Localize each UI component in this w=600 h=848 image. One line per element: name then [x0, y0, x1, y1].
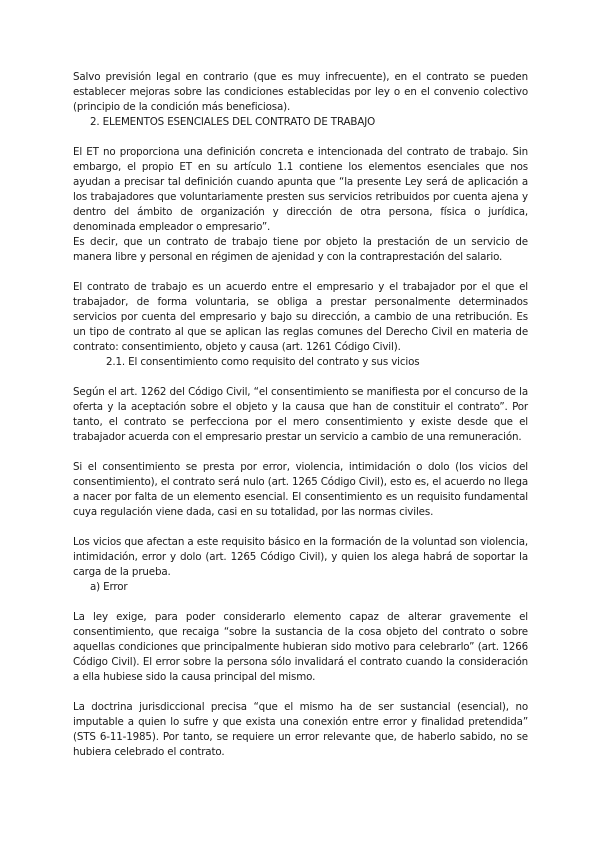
paragraph-intro: Salvo previsión legal en contrario (que es muy infrecuente), en el contrato se pueden establecer mejoras sobre las condiciones establecidas por ley o en el convenio colectivo (principio de la condición más beneficiosa).	[73, 71, 528, 113]
paragraph-es-decir: Es decir, que un contrato de trabajo tiene por objeto la prestación de un servicio de manera libre y personal en régimen de ajenidad y con la contraprestación del salario.	[73, 236, 528, 263]
paragraph-doctrina: La doctrina jurisdiccional precisa “que el mismo ha de ser sustancial (esencial), no imputable a quien lo sufre y que exista una conexión entre error y finalidad pretendida” (STS 6-11-1985). Por tanto, se requiere un error relevante que, de haberlo sabido, no se hubiera celebrado el contrato.	[73, 701, 528, 758]
paragraph-contrato-acuerdo: El contrato de trabajo es un acuerdo entre el empresario y el trabajador por el que el trabajador, de forma voluntaria, se obliga a prestar personalmente determinados servicios por cuenta del empresario y bajo su dirección, a cambio de una retribución. Es un tipo de contrato al que se aplican las reglas comunes del Derecho Civil en materia de contrato: consentimiento, objeto y causa (art. 1261 Código Civil).	[73, 281, 528, 353]
document-body	[73, 70, 528, 760]
paragraph-et-definition: El ET no proporciona una definición concreta e intencionada del contrato de trabajo. Sin embargo, el propio ET en su artículo 1.1 contiene los elementos esenciales que nos ayudan a precisar tal definición cuando apunta que “la presente Ley será de aplicación a los trabajadores que voluntariamente presten sus servicios retribuidos por cuenta ajena y dentro del ámbito de organización y dirección de otra persona, física o jurídica, denominada empleador o empresario”.	[73, 146, 528, 233]
section-heading-2: 2. ELEMENTOS ESENCIALES DEL CONTRATO DE TRABAJO	[90, 116, 376, 128]
paragraph-art-1262: Según el art. 1262 del Código Civil, “el consentimiento se manifiesta por el concurso de la oferta y la aceptación sobre el objeto y la causa que han de constituir el contrato”. Por tanto, el contrato se perfecciona por el mero consentimiento y existe desde que el trabajador acuerda con el empresario prestar un servicio a cambio de una remuneración.	[73, 386, 528, 443]
subsection-heading-2-1: 2.1. El consentimiento como requisito del contrato y sus vicios	[106, 356, 420, 368]
item-heading-error: a) Error	[90, 581, 128, 593]
paragraph-error-ley: La ley exige, para poder considerarlo elemento capaz de alterar gravemente el consentimiento, que recaiga “sobre la sustancia de la cosa objeto del contrato o sobre aquellas condiciones que principalmente hubieran sido motivo para celebrarlo” (art. 1266 Código Civil). El error sobre la persona sólo invalidará el contrato cuando la consideración a ella hubiese sido la causa principal del mismo.	[73, 611, 528, 683]
paragraph-vicios-nulidad: Si el consentimiento se presta por error, violencia, intimidación o dolo (los vicios del consentimiento), el contrato será nulo (art. 1265 Código Civil), esto es, el acuerdo no llega a nacer por falta de un elemento esencial. El consentimiento es un requisito fundamental cuya regulación viene dada, casi en su totalidad, por las normas civiles.	[73, 461, 528, 518]
paragraph-vicios-lista: Los vicios que afectan a este requisito básico en la formación de la voluntad son violencia, intimidación, error y dolo (art. 1265 Código Civil), y quien los alega habrá de soportar la carga de la prueba.	[73, 536, 528, 578]
